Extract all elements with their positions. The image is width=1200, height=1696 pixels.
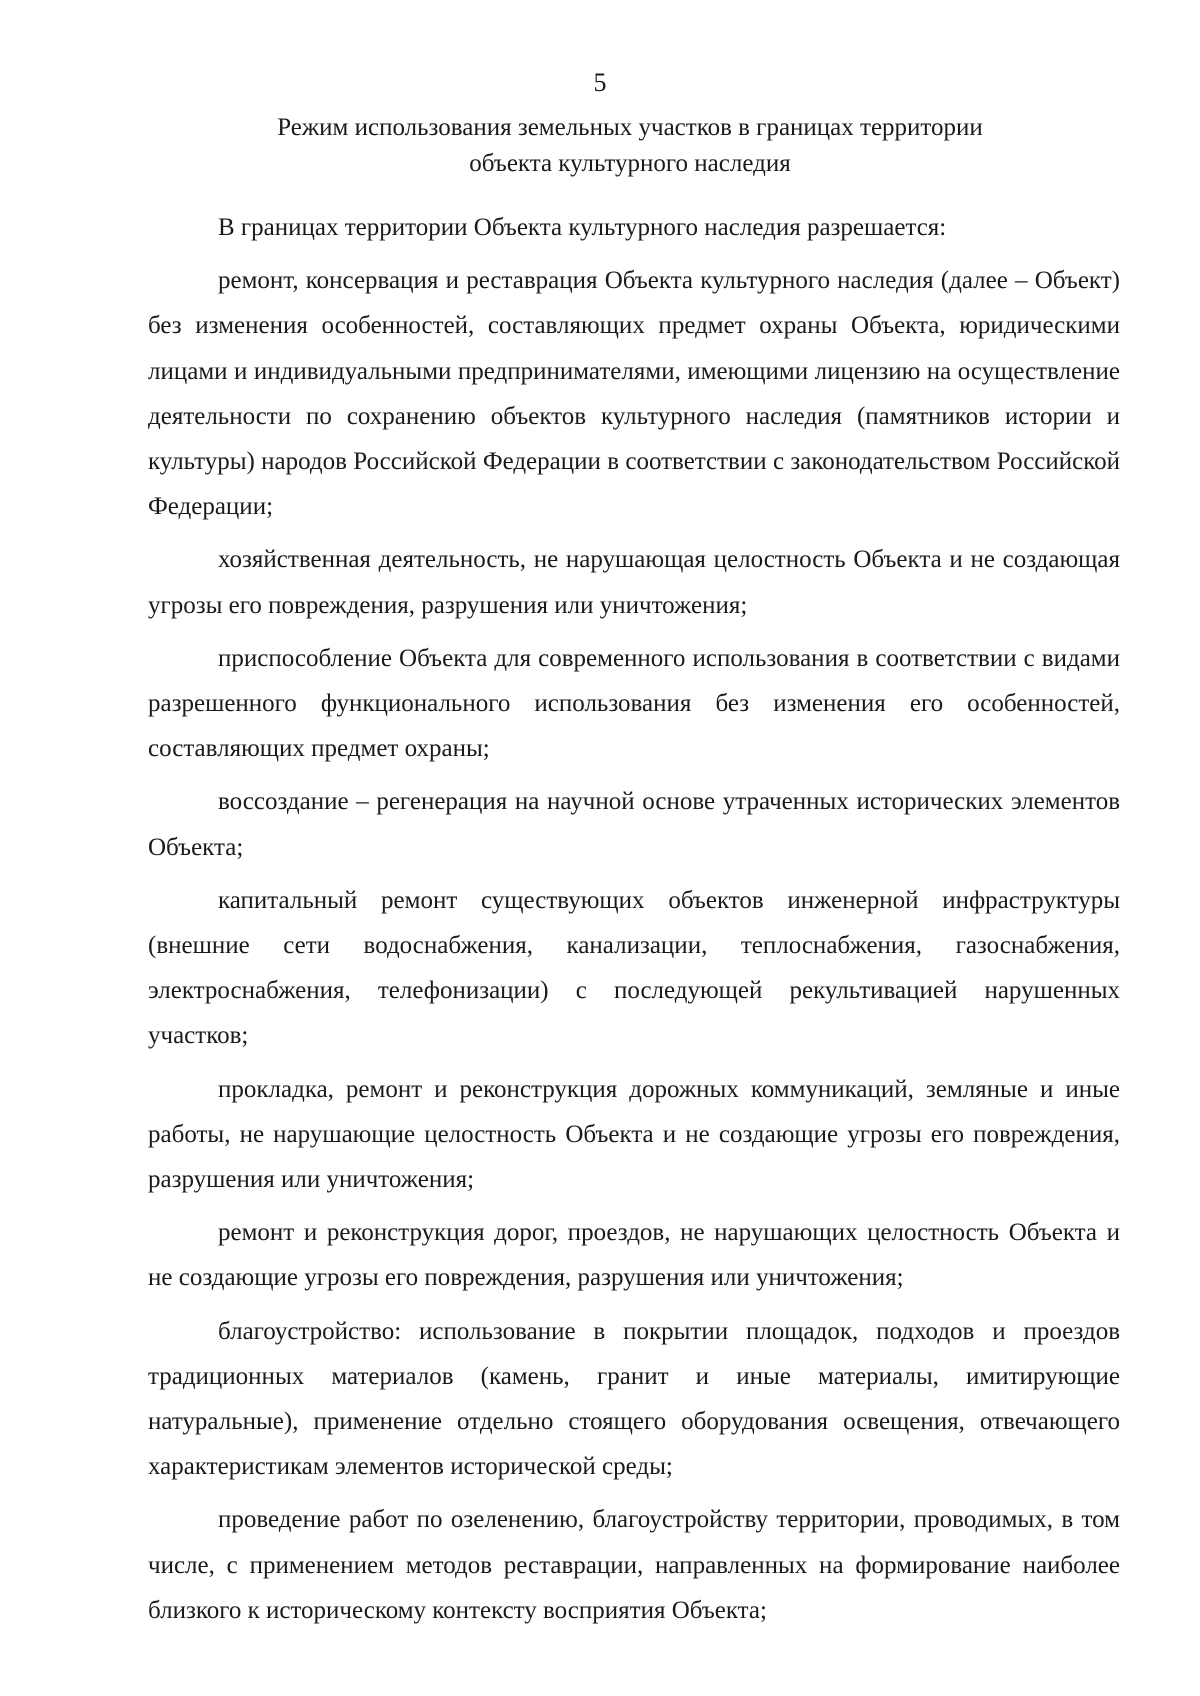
section-heading <box>150 110 1110 182</box>
paragraph-intro: В границах территории Объекта культурного наследия разрешается: <box>218 214 947 241</box>
paragraph: хозяйственная деятельность, не нарушающая целостность Объекта и не создающая угрозы его повреждения, разрушения или уничтожения; <box>148 546 1120 619</box>
paragraph: воссоздание – регенерация на научной основе утраченных исторических элементов Объекта; <box>148 788 1120 861</box>
page-number: 5 <box>593 68 607 97</box>
paragraph: ремонт и реконструкция дорог, проездов, не нарушающих целостность Объекта и не создающие угрозы его повреждения, разрушения или уничтожения; <box>148 1219 1120 1292</box>
body-text <box>148 205 1120 1641</box>
heading-line: объекта культурного наследия <box>469 150 791 177</box>
paragraph: приспособление Объекта для современного использования в соответствии с видами разрешенного функционального использования без изменения его особенностей, составляющих предмет охраны; <box>148 644 1120 763</box>
paragraph: благоустройство: использование в покрытии площадок, подходов и проездов традиционных материалов (камень, гранит и иные материалы, имитирующие натуральные), применение отдельно стоящего оборудования освещения, отвечающего характеристикам элементов исторической среды; <box>148 1317 1120 1481</box>
paragraph: проведение работ по озеленению, благоустройству территории, проводимых, в том числе, с применением методов реставрации, направленных на формирование наиболее близкого к историческому контексту восприятия Объекта; <box>148 1506 1120 1624</box>
heading-line: Режим использования земельных участков в границах территории <box>277 114 983 141</box>
paragraph: ремонт, консервация и реставрация Объекта культурного наследия (далее – Объект) без изменения особенностей, составляющих предмет охраны Объекта, юридическими лицами и индивидуальными предпринимателями, имеющими лицензию на осуществление деятельности по сохранению объектов культурного наследия (памятников истории и культуры) народов Российской Федерации в соответствии с законодательством Российской Федерации; <box>148 267 1120 521</box>
paragraph: капитальный ремонт существующих объектов инженерной инфраструктуры (внешние сети водоснабжения, канализации, теплоснабжения, газоснабжения, электроснабжения, телефонизации) с последующей рекультивацией нарушенных участков; <box>148 886 1120 1050</box>
paragraph: прокладка, ремонт и реконструкция дорожных коммуникаций, земляные и иные работы, не нарушающие целостность Объекта и не создающие угрозы его повреждения, разрушения или уничтожения; <box>148 1075 1120 1194</box>
